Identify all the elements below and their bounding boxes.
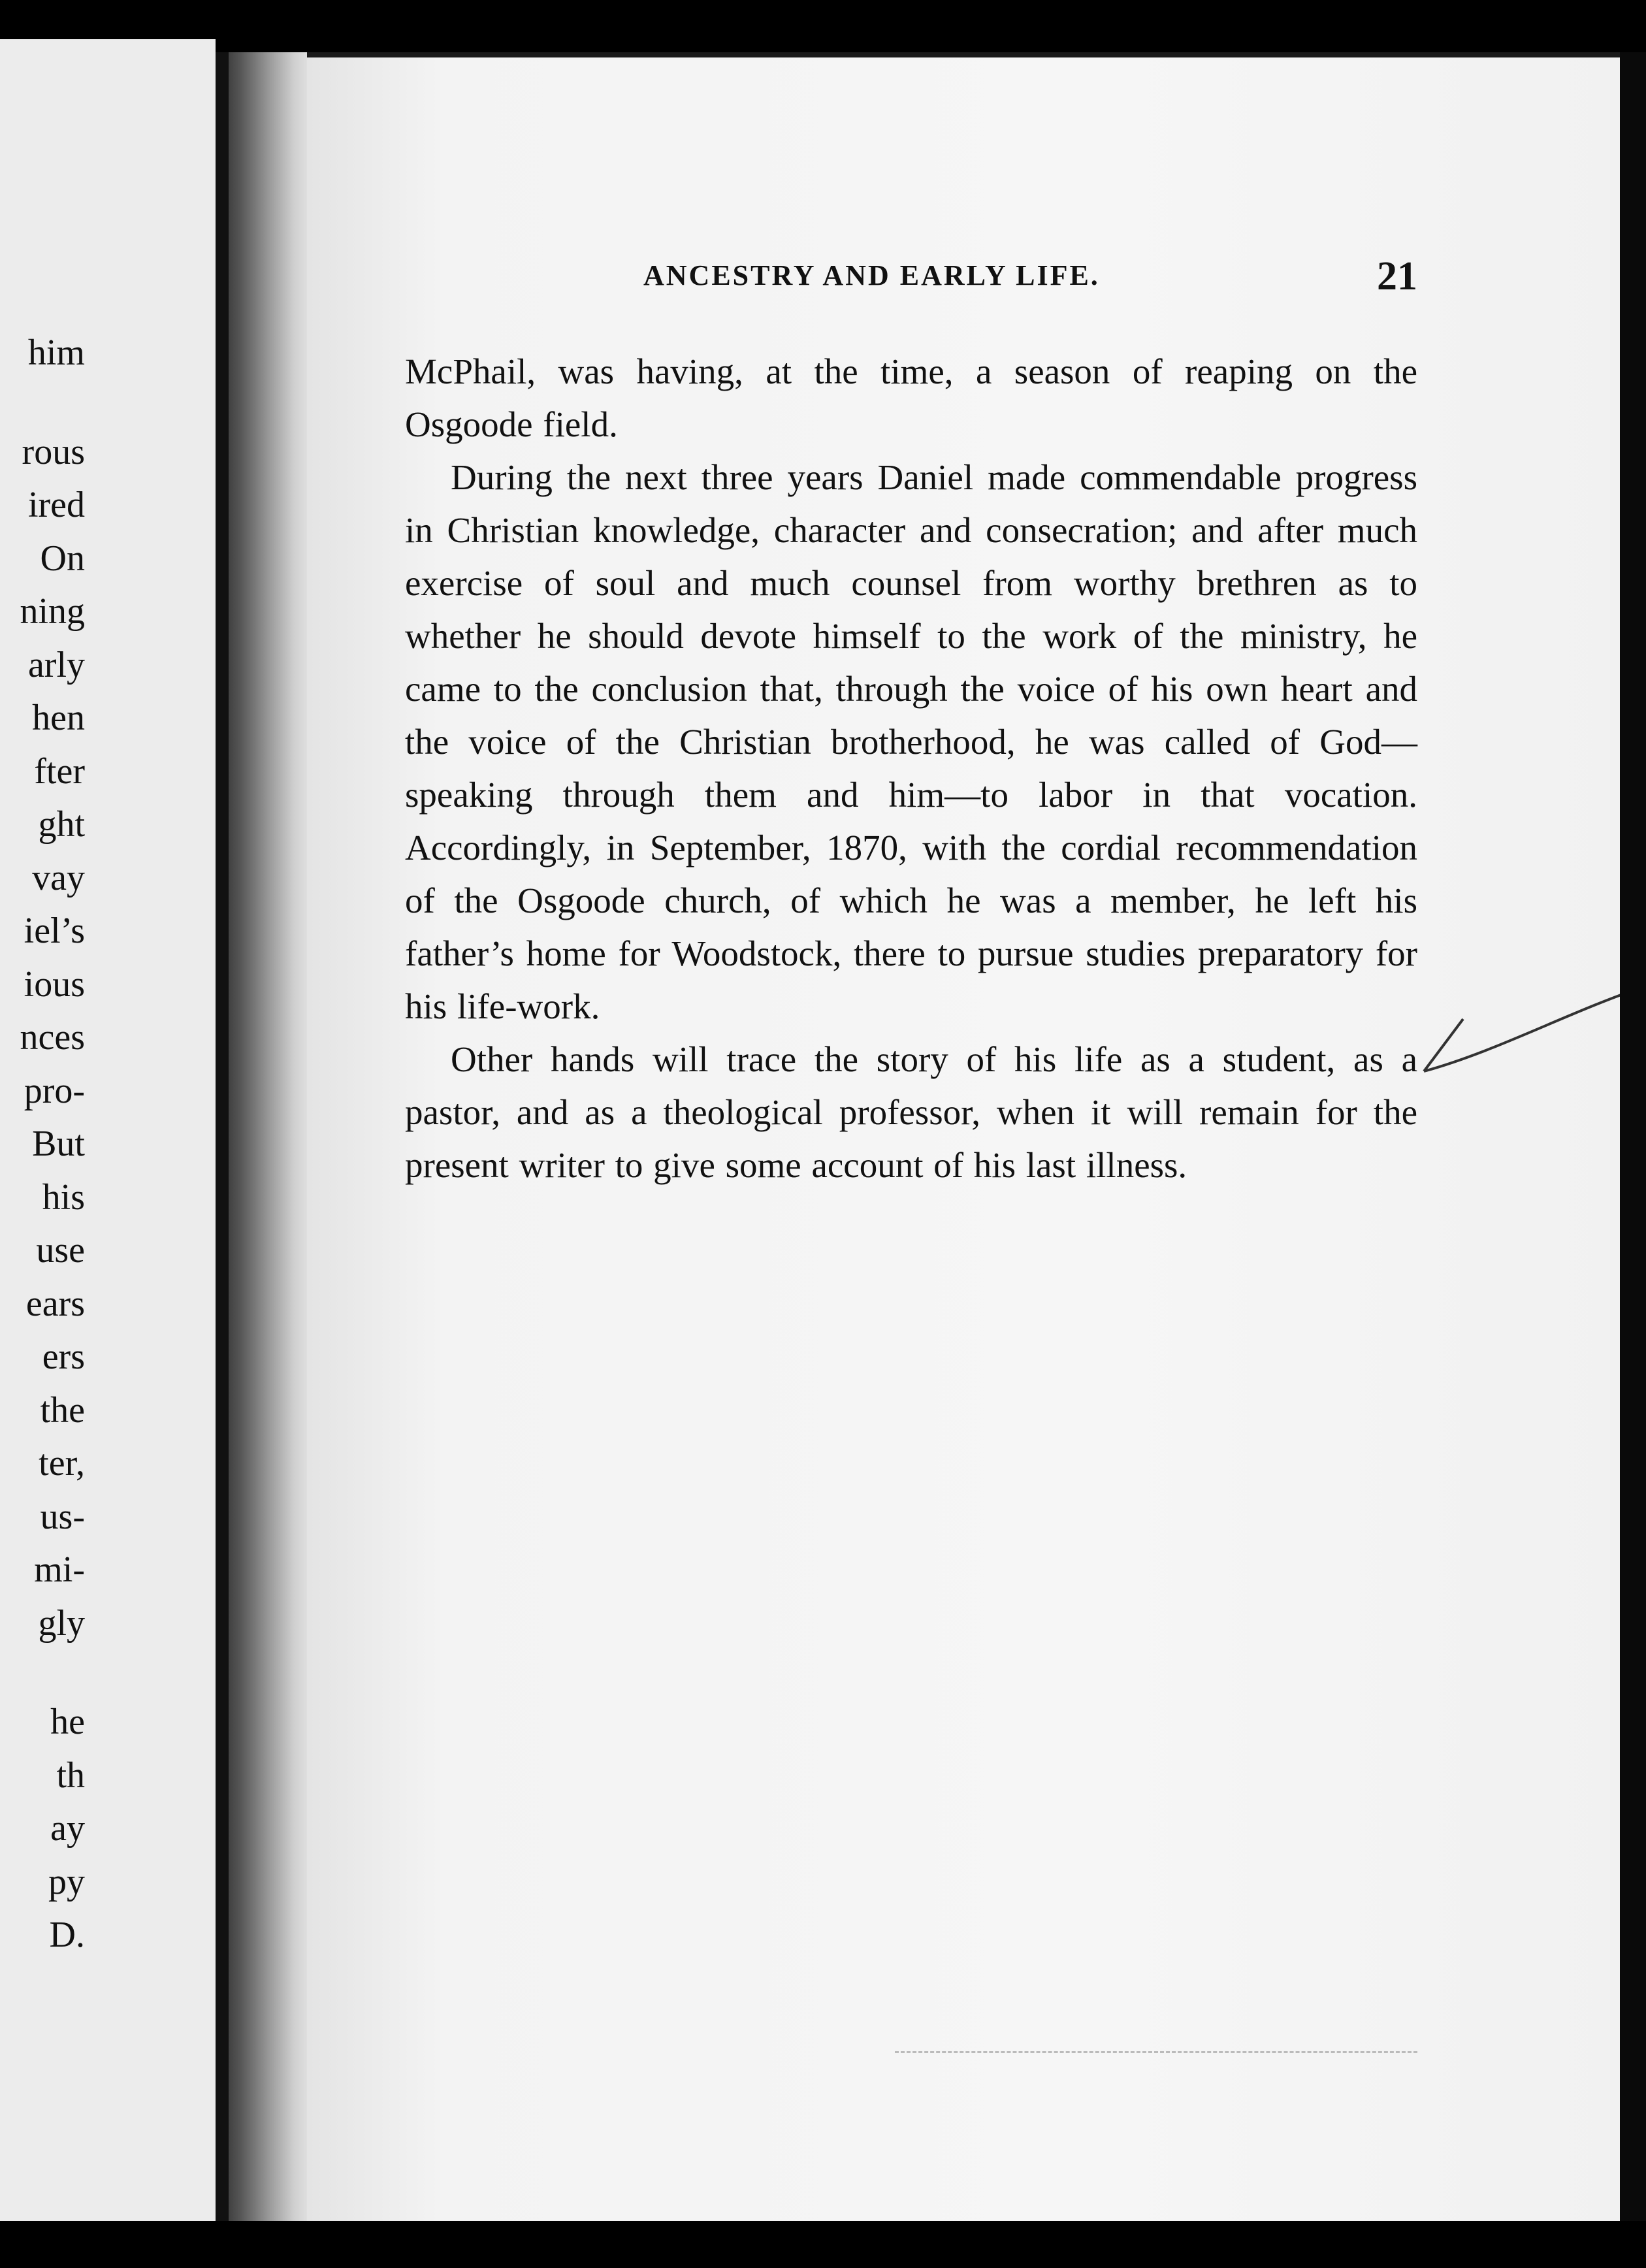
left-page-line: us- [40, 1496, 85, 1537]
scan-bottom-border [0, 2221, 1646, 2268]
book-gutter-shadow [216, 52, 314, 2234]
left-page-line: he [50, 1702, 85, 1742]
left-page-line: iel’s [24, 911, 85, 951]
left-page-line: fter [34, 751, 85, 792]
page-bottom-smudge [895, 2051, 1417, 2057]
left-page-line [0, 1650, 85, 1696]
running-title: ANCESTRY AND EARLY LIFE. [643, 259, 1100, 291]
left-page-line: ired [27, 485, 85, 525]
paragraph-2: During the next three years Daniel made commendable progress in Christian knowledge, character and consecration; and after much exercise of soul and much counsel from worthy brethren as to whether he should devote himself to the work of the ministry, he came to the conclusion that, through the voice of his own heart and the voice of the Christian brotherhood, he was called of God—speaking through them and him—to labor in that vocation. Accordingly, in September, 1870, with the cordial recommendation of the Osgoode church, of which he was a member, he left his father’s home for Woodstock, there to pursue studies preparatory for his life-work. [405, 457, 1417, 1026]
left-page-line: ning [20, 591, 85, 632]
left-page-clip [0, 39, 85, 2228]
left-page-line: But [32, 1124, 85, 1164]
scan-top-border [0, 0, 1646, 52]
left-page-line: D. [49, 1915, 85, 1955]
left-page-line: py [48, 1861, 85, 1902]
left-page-line: On [40, 538, 85, 579]
running-header [405, 253, 1417, 306]
right-page [307, 52, 1620, 2221]
left-page-line: use [36, 1230, 85, 1271]
left-page-line: the [40, 1389, 85, 1431]
left-page-line: ter, [39, 1443, 85, 1483]
left-page-line [0, 380, 85, 426]
left-page-line: ers [42, 1336, 85, 1377]
left-page-line: ears [25, 1283, 85, 1324]
paragraph-3: Other hands will trace the story of his life as a student, as a pastor, and as a theological professor, when it will remain for the present writer to give some account of his last illness. [405, 1039, 1417, 1185]
left-page-line: vay [32, 857, 85, 898]
left-page-line: rous [22, 431, 85, 472]
left-page-line: hen [32, 698, 85, 738]
left-page-line: his [42, 1176, 85, 1218]
left-page-line: th [56, 1755, 85, 1796]
left-page-line: mi- [34, 1549, 85, 1590]
left-page-line: ay [50, 1808, 85, 1849]
left-page-line: ious [24, 964, 85, 1005]
left-page-line: pro- [24, 1070, 85, 1111]
left-facing-page [0, 39, 216, 2228]
left-page-line: him [27, 332, 85, 373]
page-number: 21 [1377, 254, 1417, 299]
left-page-line-list [0, 327, 85, 1962]
body-text [405, 345, 1417, 1191]
paragraph-1: McPhail, was having, at the time, a season of reaping on the Osgoode field. [405, 351, 1417, 444]
margin-pencil-mark [1417, 973, 1646, 1078]
gutter-edge [216, 52, 229, 2234]
left-page-line: nces [20, 1017, 85, 1058]
left-page-line: gly [38, 1602, 85, 1644]
left-page-line: ght [38, 804, 85, 845]
scan-right-border [1620, 52, 1646, 2221]
left-page-line: arly [27, 644, 85, 685]
